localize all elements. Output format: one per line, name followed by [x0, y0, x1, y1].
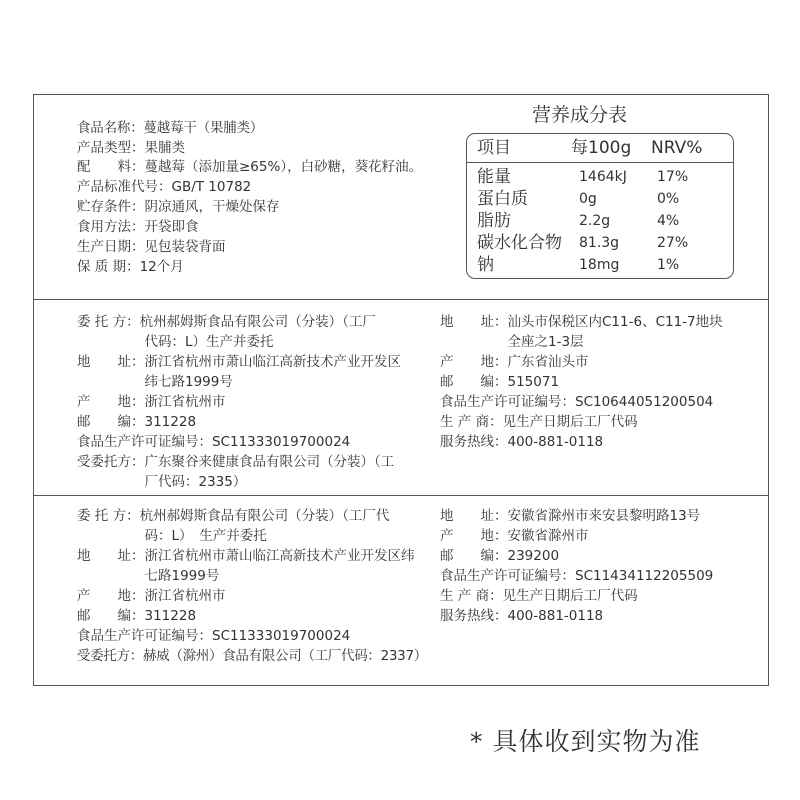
contractor-postcode: 邮 编：239200: [440, 548, 560, 564]
storage-conditions: 贮存条件：阴凉通风，干燥处保存: [77, 199, 280, 215]
client-origin: 产 地：浙江省杭州市: [77, 588, 226, 604]
product-name: 食品名称：蔓越莓干（果脯类）: [77, 120, 264, 136]
nutrition-header-per100g: 每100g: [571, 138, 632, 158]
contractor-address-line: 地 址：汕头市保税区内C11-6、C11-7地块: [440, 314, 723, 330]
section-divider: [34, 299, 768, 300]
nutrition-row-value: 2.2g: [579, 213, 611, 229]
producer-line: 生 产 商：见生产日期后工厂代码: [440, 588, 638, 604]
product-type: 产品类型：果脯类: [77, 140, 185, 156]
nutrition-title: 营养成分表: [532, 104, 628, 126]
contractor-address-line: 全座之1-3层: [440, 334, 584, 350]
ingredients: 配 料：蔓越莓（添加量≥65%），白砂糖，葵花籽油。: [77, 159, 423, 175]
client-line: 码：L） 生产并委托: [77, 528, 267, 544]
client-address-line: 地 址：浙江省杭州市萧山临江高新技术产业开发区: [77, 354, 401, 370]
product-label: [33, 94, 769, 686]
contractor-license: 食品生产许可证编号：SC11434112205509: [440, 568, 714, 584]
nutrition-row-name: 碳水化合物: [477, 233, 562, 253]
contractor-address-line: 地 址：安徽省滁州市来安县黎明路13号: [440, 508, 701, 524]
contractor-line: 受委托方：赫威（滁州）食品有限公司（工厂代码：2337）: [77, 648, 427, 664]
client-postcode: 邮 编：311228: [77, 608, 197, 624]
contractor-license: 食品生产许可证编号：SC10644051200504: [440, 394, 714, 410]
producer-line: 生 产 商：见生产日期后工厂代码: [440, 414, 638, 430]
production-date: 生产日期：见包装袋背面: [77, 239, 226, 255]
nutrition-row-value: 0g: [579, 191, 597, 207]
nutrition-row-nrv: 17%: [657, 169, 689, 185]
service-hotline: 服务热线：400-881-0118: [440, 608, 604, 624]
nutrition-row-nrv: 27%: [657, 235, 689, 251]
nutrition-row-nrv: 4%: [657, 213, 680, 229]
client-line: 委 托 方：杭州郝姆斯食品有限公司（分装）（工厂代: [77, 508, 390, 524]
contractor-postcode: 邮 编：515071: [440, 374, 560, 390]
shelf-life: 保 质 期：12个月: [77, 259, 184, 275]
client-line: 委 托 方：杭州郝姆斯食品有限公司（分装）（工厂: [77, 314, 376, 330]
nutrition-row-nrv: 1%: [657, 257, 680, 273]
footer-note: * 具体收到实物为准: [470, 727, 701, 756]
nutrition-header-item: 项目: [477, 138, 511, 158]
section-divider: [34, 495, 768, 496]
nutrition-row-value: 18mg: [579, 257, 620, 273]
nutrition-table: [466, 133, 734, 279]
nutrition-row-nrv: 0%: [657, 191, 680, 207]
contractor-line: 厂代码：2335）: [77, 474, 247, 490]
nutrition-header-rule: [467, 162, 733, 163]
client-address-line: 七路1999号: [77, 568, 220, 584]
nutrition-row-name: 脂肪: [477, 211, 511, 231]
client-license: 食品生产许可证编号：SC11333019700024: [77, 434, 351, 450]
client-address-line: 纬七路1999号: [77, 374, 233, 390]
nutrition-header-nrv: NRV%: [651, 138, 703, 158]
contractor-line: 受委托方：广东聚谷来健康食品有限公司（分装）（工: [77, 454, 395, 470]
standard-code: 产品标准代号：GB/T 10782: [77, 179, 252, 195]
client-license: 食品生产许可证编号：SC11333019700024: [77, 628, 351, 644]
client-origin: 产 地：浙江省杭州市: [77, 394, 226, 410]
nutrition-row-value: 1464kJ: [579, 169, 627, 185]
contractor-origin: 产 地：广东省汕头市: [440, 354, 589, 370]
contractor-origin: 产 地：安徽省滁州市: [440, 528, 589, 544]
client-address-line: 地 址：浙江省杭州市萧山临江高新技术产业开发区纬: [77, 548, 415, 564]
client-line: 代码：L）生产并委托: [77, 334, 274, 350]
nutrition-row-value: 81.3g: [579, 235, 620, 251]
nutrition-row-name: 能量: [477, 167, 511, 187]
client-postcode: 邮 编：311228: [77, 414, 197, 430]
usage-method: 食用方法：开袋即食: [77, 219, 199, 235]
nutrition-row-name: 蛋白质: [477, 189, 528, 209]
nutrition-row-name: 钠: [477, 255, 494, 275]
service-hotline: 服务热线：400-881-0118: [440, 434, 604, 450]
